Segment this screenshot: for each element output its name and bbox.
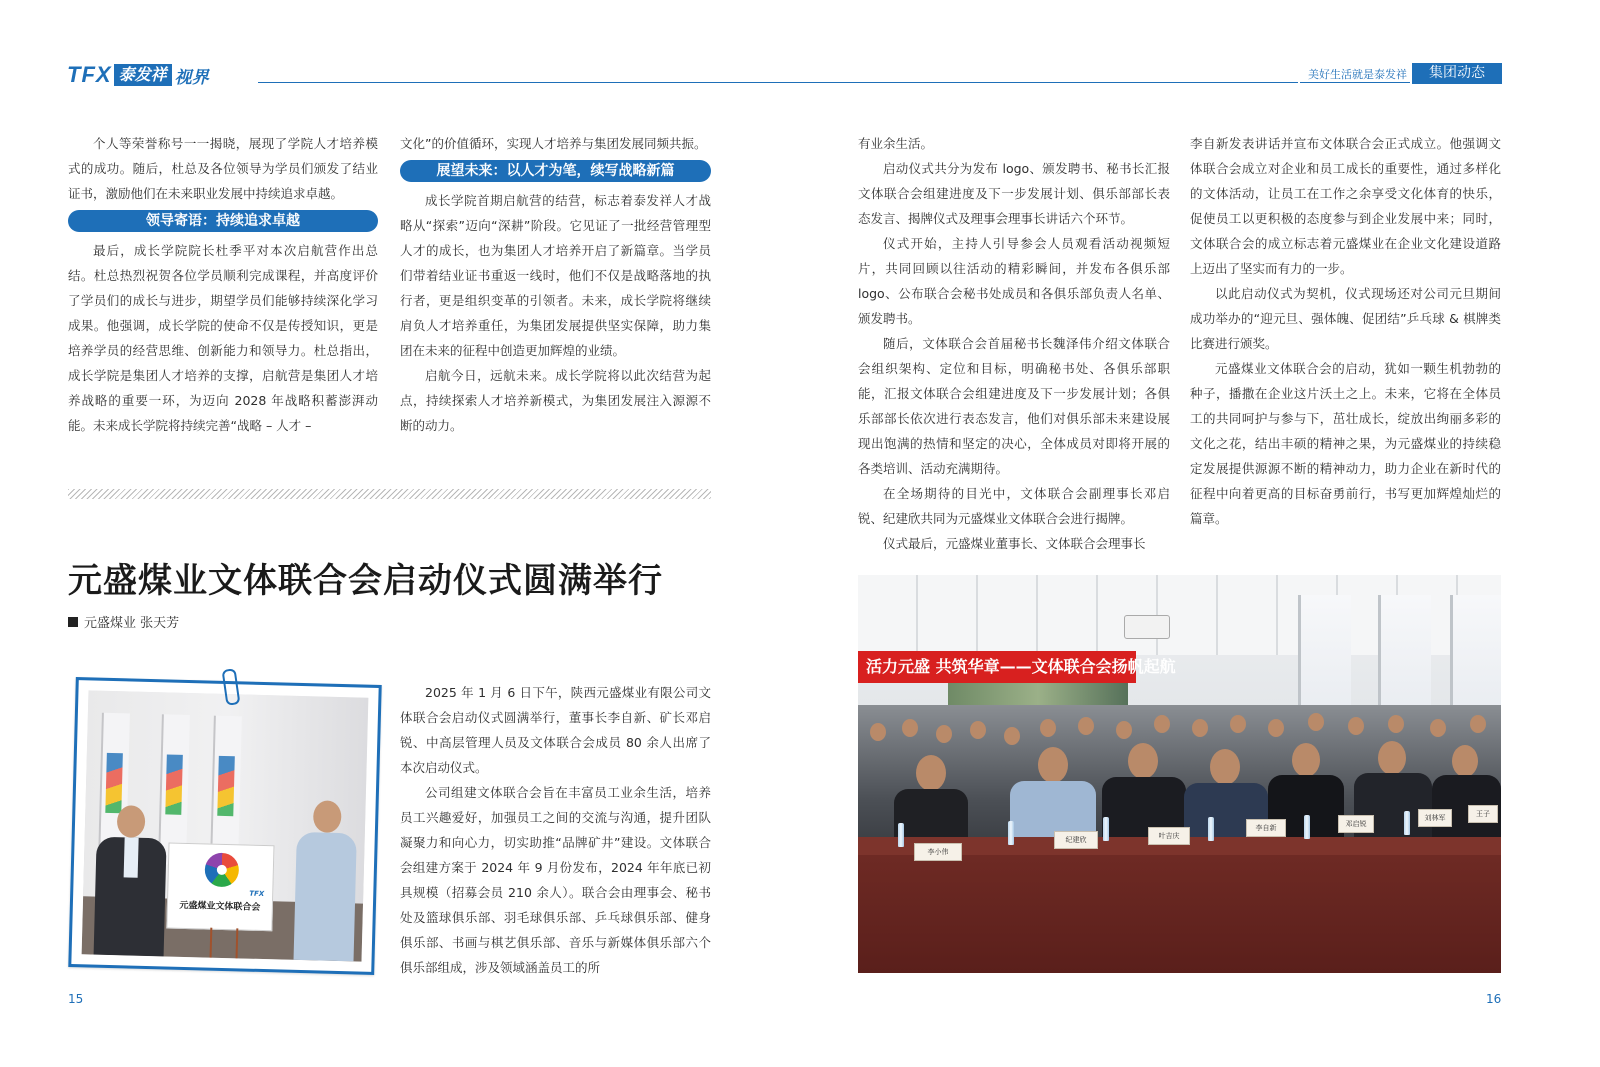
byline-text: 元盛煤业 张天芳 [84,616,180,631]
paragraph: 2025 年 1 月 6 日下午，陕西元盛煤业有限公司文体联合会启动仪式圆满举行，董事长李自新、矿长邓启锐、中高层管理人员及文体联合会成员 80 余人出席了本次启动仪式。 [400,685,711,775]
paragraph: 文化”的价值循环，实现人才培养与集团发展同频共振。 [400,136,707,151]
nameplate: 李自新 [1246,819,1286,837]
byline-square-icon [68,617,78,627]
paragraph: 有业余生活。 [858,136,934,151]
logo-chinese-name: 泰发祥 [114,64,172,86]
water-bottle [898,823,904,847]
person-left [94,805,168,957]
nameplate: 刘林军 [1418,809,1452,827]
section-tab: 集团动态 [1412,63,1502,84]
header-slogan: 美好生活就是泰发祥 [1308,68,1407,81]
byline [68,612,179,631]
water-bottle [1103,817,1109,841]
column-1 [68,131,378,438]
paragraph: 李自新发表讲话并宣布文体联合会正式成立。他强调文体联合会成立对企业和员工成长的重要性，通过多样化的文体活动，让员工在工作之余享受文化体育的快乐，促使员工以更积极的态度参与到企业发展中来；同时，文体联合会的成立标志着元盛煤业在企业文化建设道路上迈出了坚实而有力的一步。 [1190,136,1501,276]
section-heading: 展望未来：以人才为笔，续写战略新篇 [400,160,711,182]
paragraph: 公司组建文体联合会旨在丰富员工业余生活，培养员工兴趣爱好，加强员工之间的交流与沟通，提升团队凝聚力和向心力，切实助推“品牌矿井”建设。文体联合会组建方案于 2024 年 9 月份发布，2024 年年底已初具规模（招募会员 210 余人）。联合会由理事会、秘书处及篮球俱乐部、羽毛球俱乐部、乒乓球俱乐部、健身俱乐部、书画与棋艺俱乐部、音乐与新媒体俱乐部六个俱乐部组成，涉及领域涵盖员工的所 [400,785,711,975]
paragraph: 元盛煤业文体联合会的启动，犹如一颗生机勃勃的种子，播撒在企业这片沃土之上。未来，它将在全体员工的共同呵护与参与下，茁壮成长，绽放出绚丽多彩的文化之花，结出丰硕的精神之果，为元盛煤业的持续稳定发展提供源源不断的精神动力，助力企业在新时代的征程中向着更高的目标奋勇前行，书写更加辉煌灿烂的篇章。 [1190,361,1501,526]
water-bottle [1404,811,1410,835]
column-2 [400,131,711,438]
paragraph: 启动仪式共分为发布 logo、颁发聘书、秘书长汇报文体联合会组建进度及下一步发展计划、俱乐部部长表态发言、揭牌仪式及理事会理事长讲话六个环节。 [858,161,1170,226]
signboard-text: 元盛煤业文体联合会 [179,900,261,913]
column-4 [1190,131,1501,531]
paragraph: 仪式最后，元盛煤业董事长、文体联合会理事长 [883,536,1146,551]
nameplate: 王子 [1468,805,1498,823]
nameplate: 李小伟 [914,843,962,861]
page-number-left: 15 [68,992,84,1006]
water-bottle [1304,815,1310,839]
paragraph: 成长学院首期启航营的结营，标志着泰发祥人才战略从“探索”迈向“深耕”阶段。它见证了一批经营管理型人才的成长，也为集团人才培养开启了新篇章。当学员们带着结业证书重返一线时，他们不仅是战略落地的执行者，更是组织变革的引领者。未来，成长学院将继续肩负人才培养重任，为集团发展提供坚实保障，助力集团在未来的征程中创造更加辉煌的业绩。 [400,193,711,358]
projector [1124,615,1170,639]
nameplate: 邓启锐 [1338,815,1374,833]
event-banner: 活力元盛 共筑华章——文体联合会扬帆起航 [858,651,1136,683]
header-rule-right [1300,82,1410,83]
photo-meeting-audience [858,575,1501,973]
paragraph: 在全场期待的目光中，文体联合会副理事长邓启锐、纪建欣共同为元盛煤业文体联合会进行揭牌。 [858,486,1170,526]
column-article-body [400,680,711,980]
paragraph: 随后，文体联合会首届秘书长魏泽伟介绍文体联合会组织架构、定位和目标，明确秘书处、各俱乐部职能，汇报文体联合会组建进度及下一步发展计划；各俱乐部部长依次进行表态发言，他们对俱乐部未来建设展现出饱满的热情和坚定的决心，全体成员对即将开展的各类培训、活动充满期待。 [858,336,1170,476]
pinwheel-logo-icon [204,852,239,887]
water-bottle [1008,821,1014,845]
nameplate: 叶吉庆 [1148,827,1190,845]
photo-scene [82,690,369,961]
logo-view: 视界 [174,67,209,88]
section-heading: 领导寄语：持续追求卓越 [68,210,378,232]
signboard-tfx: TFX [249,889,265,899]
conference-table [858,855,1501,973]
paragraph: 最后，成长学院院长杜季平对本次启航营作出总结。杜总热烈祝贺各位学员顺利完成课程，并高度评价了学员们的成长与进步，期望学员们能够持续深化学习成果。他强调，成长学院的使命不仅是传授知识，更是培养学员的经营思维、创新能力和领导力。杜总指出，成长学院是集团人才培养的支撑，启航营是集团人才培养战略的重要一环，为迈向 2028 年战略积蓄澎湃动能。未来成长学院将持续完善“战略 – 人才 – [68,243,378,433]
hatched-divider [68,489,711,499]
nameplate: 纪建欣 [1054,831,1098,849]
page-number-right: 16 [1486,992,1502,1006]
easel [210,928,239,959]
paragraph: 启航今日，远航未来。成长学院将以此次结营为起点，持续探索人才培养新模式，为集团发展注入源源不断的动力。 [400,368,711,433]
photo-unveiling-ceremony [68,677,381,975]
header-rule-left [258,82,1298,83]
logo-tfx: TFX [67,62,112,87]
column-3 [858,131,1170,556]
article-title: 元盛煤业文体联合会启动仪式圆满举行 [68,561,663,601]
paragraph: 仪式开始，主持人引导参会人员观看活动视频短片，共同回顾以往活动的精彩瞬间，并发布各俱乐部 logo、公布联合会秘书处成员和各俱乐部负责人名单、颁发聘书。 [858,236,1170,326]
magazine-logo [67,64,209,86]
paragraph: 个人等荣誉称号一一揭晓，展现了学院人才培养模式的成功。随后，杜总及各位领导为学员们颁发了结业证书，激励他们在未来职业发展中持续追求卓越。 [68,136,378,201]
water-bottle [1208,817,1214,841]
paragraph: 以此启动仪式为契机，仪式现场还对公司元旦期间成功举办的“迎元旦、强体魄、促团结”乒乓球 & 棋牌类比赛进行颁奖。 [1190,286,1501,351]
signboard [166,843,274,932]
person-right [294,800,358,962]
